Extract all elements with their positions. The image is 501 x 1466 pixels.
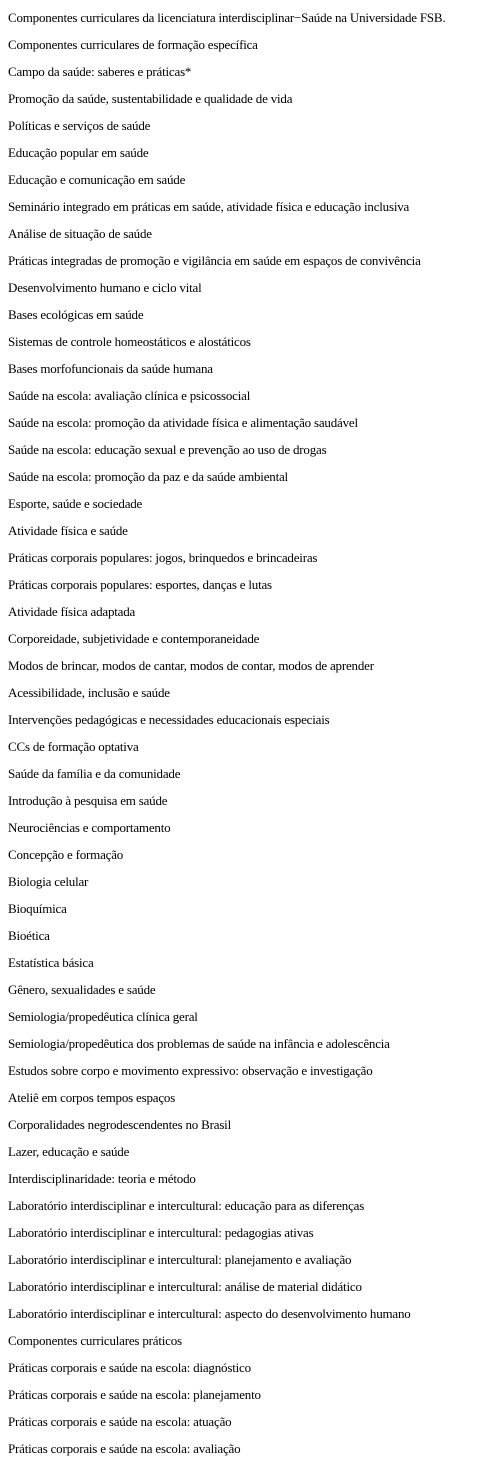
list-item: Biologia celular xyxy=(8,874,89,889)
list-item: Interdisciplinaridade: teoria e método xyxy=(8,1171,196,1186)
list-item: Campo da saúde: saberes e práticas* xyxy=(8,64,192,79)
list-item: Práticas corporais e saúde na escola: planejamento xyxy=(8,1387,261,1402)
list-item: Ateliê em corpos tempos espaços xyxy=(8,1090,176,1105)
list-item: Bases ecológicas em saúde xyxy=(8,307,144,322)
curriculum-component-list xyxy=(8,7,498,1465)
list-item: CCs de formação optativa xyxy=(8,739,139,754)
document-title-line: Componentes curriculares da licenciatura interdisciplinar−Saúde na Universidade FSB. xyxy=(8,10,446,25)
list-item: Laboratório interdisciplinar e intercultural: aspecto do desenvolvimento humano xyxy=(8,1306,411,1321)
list-item: Neurociências e comportamento xyxy=(8,820,171,835)
list-item: Estatística básica xyxy=(8,955,94,970)
list-item: Educação popular em saúde xyxy=(8,145,149,160)
list-item: Atividade física e saúde xyxy=(8,523,128,538)
list-item: Laboratório interdisciplinar e intercultural: pedagogias ativas xyxy=(8,1225,314,1240)
list-item: Corporeidade, subjetividade e contemporaneidade xyxy=(8,631,260,646)
list-item: Saúde na escola: educação sexual e prevenção ao uso de drogas xyxy=(8,442,327,457)
list-item: Saúde na escola: promoção da paz e da saúde ambiental xyxy=(8,469,288,484)
list-item: Lazer, educação e saúde xyxy=(8,1144,130,1159)
list-item: Análise de situação de saúde xyxy=(8,226,152,241)
list-item: Laboratório interdisciplinar e intercultural: educação para as diferenças xyxy=(8,1198,365,1213)
list-item: Estudos sobre corpo e movimento expressivo: observação e investigação xyxy=(8,1063,373,1078)
list-item: Concepção e formação xyxy=(8,847,124,862)
list-item: Semiologia/propedêutica clínica geral xyxy=(8,1009,198,1024)
list-item: Componentes curriculares de formação específica xyxy=(8,37,258,52)
list-item: Bases morfofuncionais da saúde humana xyxy=(8,361,213,376)
list-item: Modos de brincar, modos de cantar, modos de contar, modos de aprender xyxy=(8,658,374,673)
list-item: Componentes curriculares práticos xyxy=(8,1333,182,1348)
list-item: Semiologia/propedêutica dos problemas de saúde na infância e adolescência xyxy=(8,1036,390,1051)
list-item: Seminário integrado em práticas em saúde, atividade física e educação inclusiva xyxy=(8,199,410,214)
list-item: Intervenções pedagógicas e necessidades educacionais especiais xyxy=(8,712,330,727)
list-item: Educação e comunicação em saúde xyxy=(8,172,186,187)
list-item: Laboratório interdisciplinar e intercultural: análise de material didático xyxy=(8,1279,362,1294)
list-item: Bioética xyxy=(8,928,50,943)
list-item: Introdução à pesquisa em saúde xyxy=(8,793,168,808)
list-item: Atividade física adaptada xyxy=(8,604,136,619)
list-item: Corporalidades negrodescendentes no Brasil xyxy=(8,1117,232,1132)
list-item: Promoção da saúde, sustentabilidade e qualidade de vida xyxy=(8,91,293,106)
list-item: Desenvolvimento humano e ciclo vital xyxy=(8,280,202,295)
list-item: Saúde na escola: promoção da atividade física e alimentação saudável xyxy=(8,415,358,430)
list-item: Práticas corporais e saúde na escola: diagnóstico xyxy=(8,1360,251,1375)
list-item: Práticas corporais e saúde na escola: atuação xyxy=(8,1414,232,1429)
list-item: Práticas corporais populares: jogos, brinquedos e brincadeiras xyxy=(8,550,318,565)
list-item: Práticas corporais e saúde na escola: avaliação xyxy=(8,1441,241,1456)
list-item: Sistemas de controle homeostáticos e alostáticos xyxy=(8,334,251,349)
list-item: Práticas integradas de promoção e vigilância em saúde em espaços de convivência xyxy=(8,253,421,268)
list-item: Laboratório interdisciplinar e intercultural: planejamento e avaliação xyxy=(8,1252,352,1267)
list-item: Acessibilidade, inclusão e saúde xyxy=(8,685,170,700)
list-item: Esporte, saúde e sociedade xyxy=(8,496,143,511)
list-item: Práticas corporais populares: esportes, danças e lutas xyxy=(8,577,272,592)
list-item: Bioquímica xyxy=(8,901,67,916)
list-item: Saúde da família e da comunidade xyxy=(8,766,181,781)
list-item: Políticas e serviços de saúde xyxy=(8,118,151,133)
list-item: Gênero, sexualidades e saúde xyxy=(8,982,156,997)
list-item: Saúde na escola: avaliação clínica e psicossocial xyxy=(8,388,251,403)
